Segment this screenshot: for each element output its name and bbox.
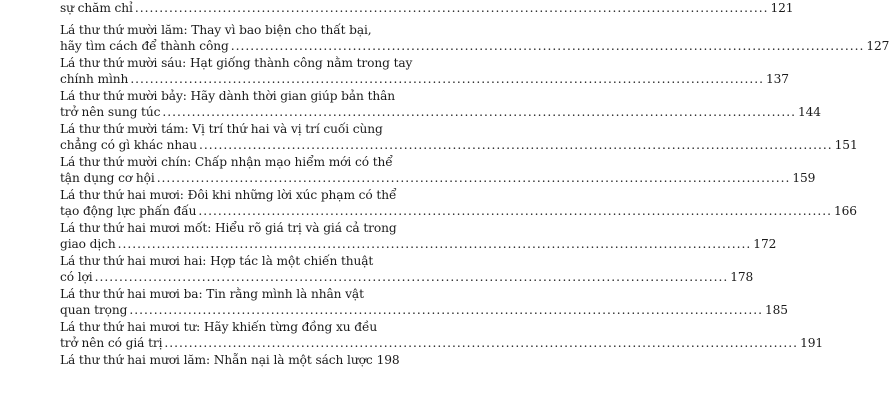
toc-entry [60,220,777,252]
toc-entry [60,88,821,120]
toc-entry-page-number: 166 [834,204,857,218]
toc-entry-page-number: 151 [834,138,858,152]
toc-entry-page-number: 178 [730,270,754,284]
dot-leader [231,38,865,54]
toc-entry-leader-line [60,170,816,186]
toc-entry-page-number: 172 [753,237,777,251]
toc-entry-title-line: Lá thư thứ mười chín: Chấp nhận mạo hiểm mới có thể [60,155,393,169]
toc-entry-title-line: chẳng có gì khác nhau [60,138,197,152]
toc-entry-title-line: Lá thư thứ mười tám: Vị trí thứ hai và vị trí cuối cùng [60,122,383,136]
toc-entry-leader-line [60,236,777,252]
toc-entry-page-number: 159 [792,171,816,185]
toc-entry [60,121,858,153]
toc-entry-title-line: quan trọng [60,303,128,317]
dot-leader [130,71,764,87]
toc-entry-title-line: Lá thư thứ mười sáu: Hạt giống thành công nằm trong tay [60,56,413,70]
toc-entry-page-number: 185 [765,303,788,317]
toc-entry [60,55,789,87]
toc-entry-page-number: 137 [765,72,789,86]
toc-entry-page-number: 144 [797,105,821,119]
dot-leader [118,236,752,252]
toc-entry-title-line: trở nên có giá trị [60,336,163,350]
toc-entry-title-line: sự chăm chỉ [60,1,133,15]
toc-entry-title-line: tận dụng cơ hội [60,171,155,185]
toc-entry-title-line: Lá thư thứ mười bảy: Hãy dành thời gian giúp bản thân [60,89,396,103]
toc-entry-title-line: trở nên sung túc [60,105,161,119]
dot-leader [164,335,798,351]
toc-entry-leader-line [60,269,754,285]
toc-entry-leader-line [60,203,857,219]
toc-entry [60,0,794,16]
toc-entry-title-line: Lá thư thứ hai mươi: Đôi khi những lời xúc phạm có thể [60,188,397,202]
toc-entry-title-line: chính mình [60,72,129,86]
toc-entry [60,154,816,186]
dot-leader [157,170,791,186]
toc-entry [60,187,857,219]
toc-entry [60,22,889,54]
toc-entry-title-line: Lá thư thứ hai mươi ba: Tin rằng mình là nhân vật [60,287,364,301]
dot-leader [199,137,833,153]
toc-entry-leader-line [60,38,889,54]
toc-entry-leader-line [60,71,789,87]
toc-entry-title-line: có lợi [60,270,93,284]
toc-entry-title-line: Lá thư thứ hai mươi lăm: Nhẫn nại là một sách lược [60,353,373,367]
toc-entry [60,319,824,351]
toc-entry-leader-line [60,302,788,318]
toc-entry-title-line: tạo động lực phấn đấu [60,204,197,218]
dot-leader [135,0,769,16]
toc-entry-page-number: 191 [800,336,824,350]
toc-entry-title-line: giao dịch [60,237,116,251]
toc-entry-title-line: Lá thư thứ hai mươi tư: Hãy khiến từng đồng xu đều [60,320,378,334]
toc-entry-leader-line [60,104,821,120]
toc-entry-page-number: 121 [770,1,794,15]
toc-entry-leader-line [60,137,858,153]
dot-leader [162,104,796,120]
toc-entry-leader-line [60,0,794,16]
dot-leader [95,269,729,285]
toc-entry [60,253,754,285]
toc-entry-title-line: Lá thư thứ hai mươi mốt: Hiểu rõ giá trị và giá cả trong [60,221,397,235]
toc-entry-page-number: 127 [866,39,889,53]
toc-entry [60,352,400,368]
toc-entry-title-line: hãy tìm cách để thành công [60,39,229,53]
dot-leader [129,302,763,318]
toc-entry [60,286,788,318]
toc-entry-leader-line [60,335,824,351]
toc-entry-title-line: Lá thư thứ hai mươi hai: Hợp tác là một chiến thuật [60,254,374,268]
toc-entry-page-number: 198 [376,353,400,367]
toc-entry-leader-line [60,352,400,368]
toc-entry-title-line: Lá thư thứ mười lăm: Thay vì bao biện cho thất bại, [60,23,372,37]
dot-leader [198,203,832,219]
